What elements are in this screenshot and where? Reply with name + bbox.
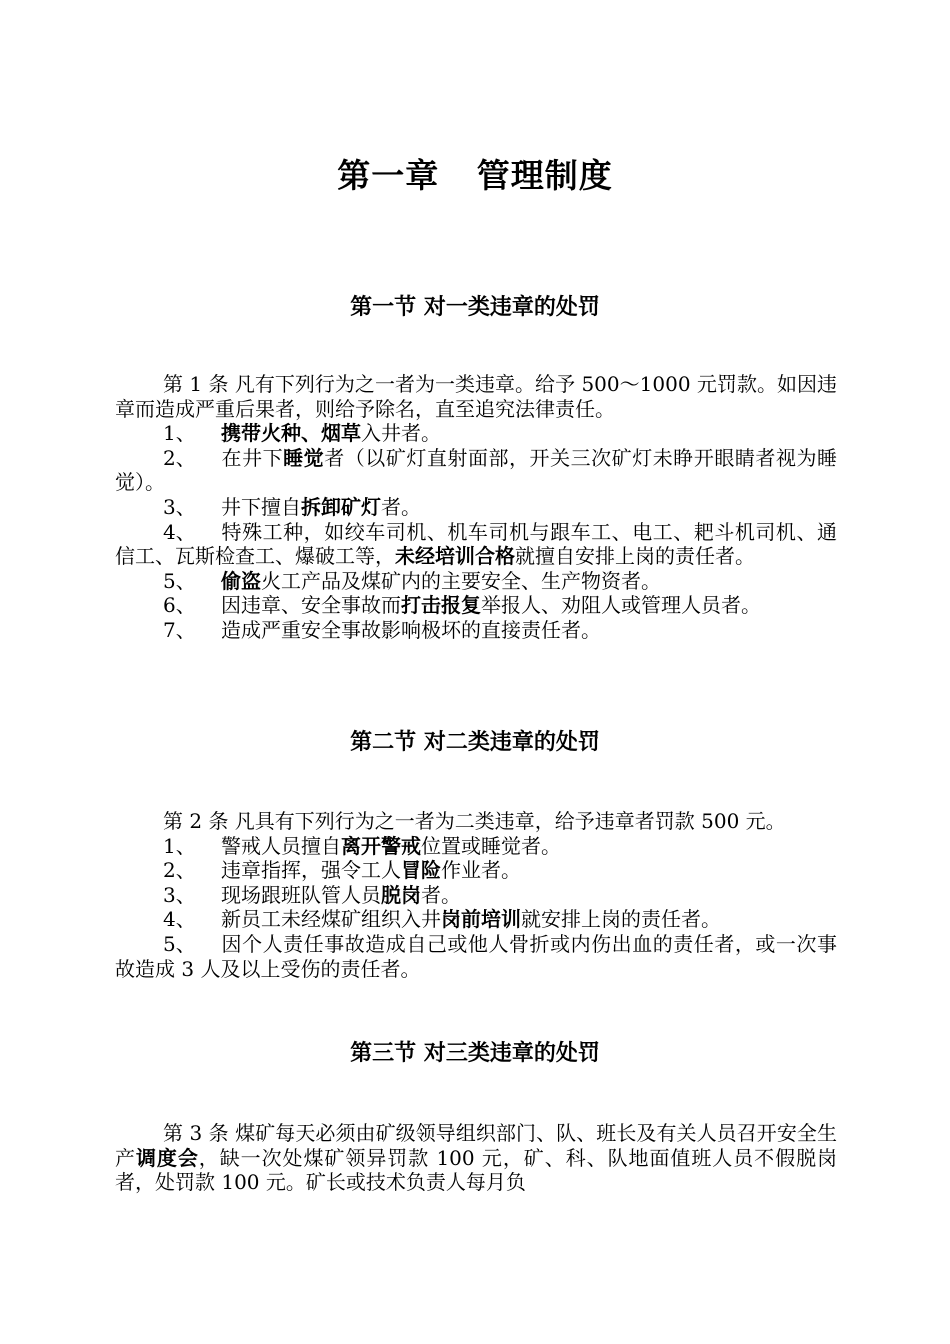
article-3: 第 3 条 煤矿每天必须由矿级领导组织部门、队、班长及有关人员召开安全生产调度会，缺一次处煤矿领异罚款 100 元，矿、科、队地面值班人员不假脱岗者，处罚款 100 元。矿长或技术负责人每月负 (115, 1121, 838, 1195)
article-2: 第 2 条 凡具有下列行为之一者为二类违章，给予违章者罚款 500 元。 (163, 809, 786, 833)
section-1-body (115, 372, 837, 643)
list-item: 1、 警戒人员擅自离开警戒位置或睡觉者。 (163, 833, 561, 858)
section-title-1: 第一节 对一类违章的处罚 (350, 295, 600, 320)
list-item: 3、 现场跟班队管人员脱岗者。 (163, 882, 461, 907)
section-title-2: 第二节 对二类违章的处罚 (350, 730, 600, 755)
article-1: 第 1 条 凡有下列行为之一者为一类违章。给予 500～1000 元罚款。如因违章而造成严重后果者，则给予除名，直至追究法律责任。 (115, 372, 837, 421)
list-item: 2、 违章指挥，强令工人冒险作业者。 (163, 858, 521, 883)
section-2-body (115, 809, 837, 981)
list-item: 7、 造成严重安全事故影响极坏的直接责任者。 (163, 617, 601, 642)
chapter-title: 第一章 管理制度 (337, 156, 613, 195)
section-3-body (115, 1121, 837, 1195)
list-item: 6、 因违章、安全事故而打击报复举报人、劝阻人或管理人员者。 (163, 593, 761, 618)
list-item: 4、 特殊工种，如绞车司机、机车司机与跟车工、电工、耙斗机司机、通信工、瓦斯检查工、爆破工等，未经培训合格就擅自安排上岗的责任者。 (115, 519, 837, 569)
list-item: 4、 新员工未经煤矿组织入井岗前培训就安排上岗的责任者。 (163, 907, 721, 932)
list-item: 5、 偷盗火工产品及煤矿内的主要安全、生产物资者。 (163, 568, 661, 593)
section-title-3: 第三节 对三类违章的处罚 (350, 1041, 600, 1066)
list-item: 1、 携带火种、烟草入井者。 (163, 421, 441, 446)
list-item: 2、 在井下睡觉者（以矿灯直射面部，开关三次矿灯未睁开眼睛者视为睡觉）。 (115, 445, 838, 495)
list-item: 3、 井下擅自拆卸矿灯者。 (163, 494, 421, 519)
list-item: 5、 因个人责任事故造成自己或他人骨折或内伤出血的责任者，或一次事故造成 3 人及以上受伤的责任者。 (115, 931, 837, 981)
